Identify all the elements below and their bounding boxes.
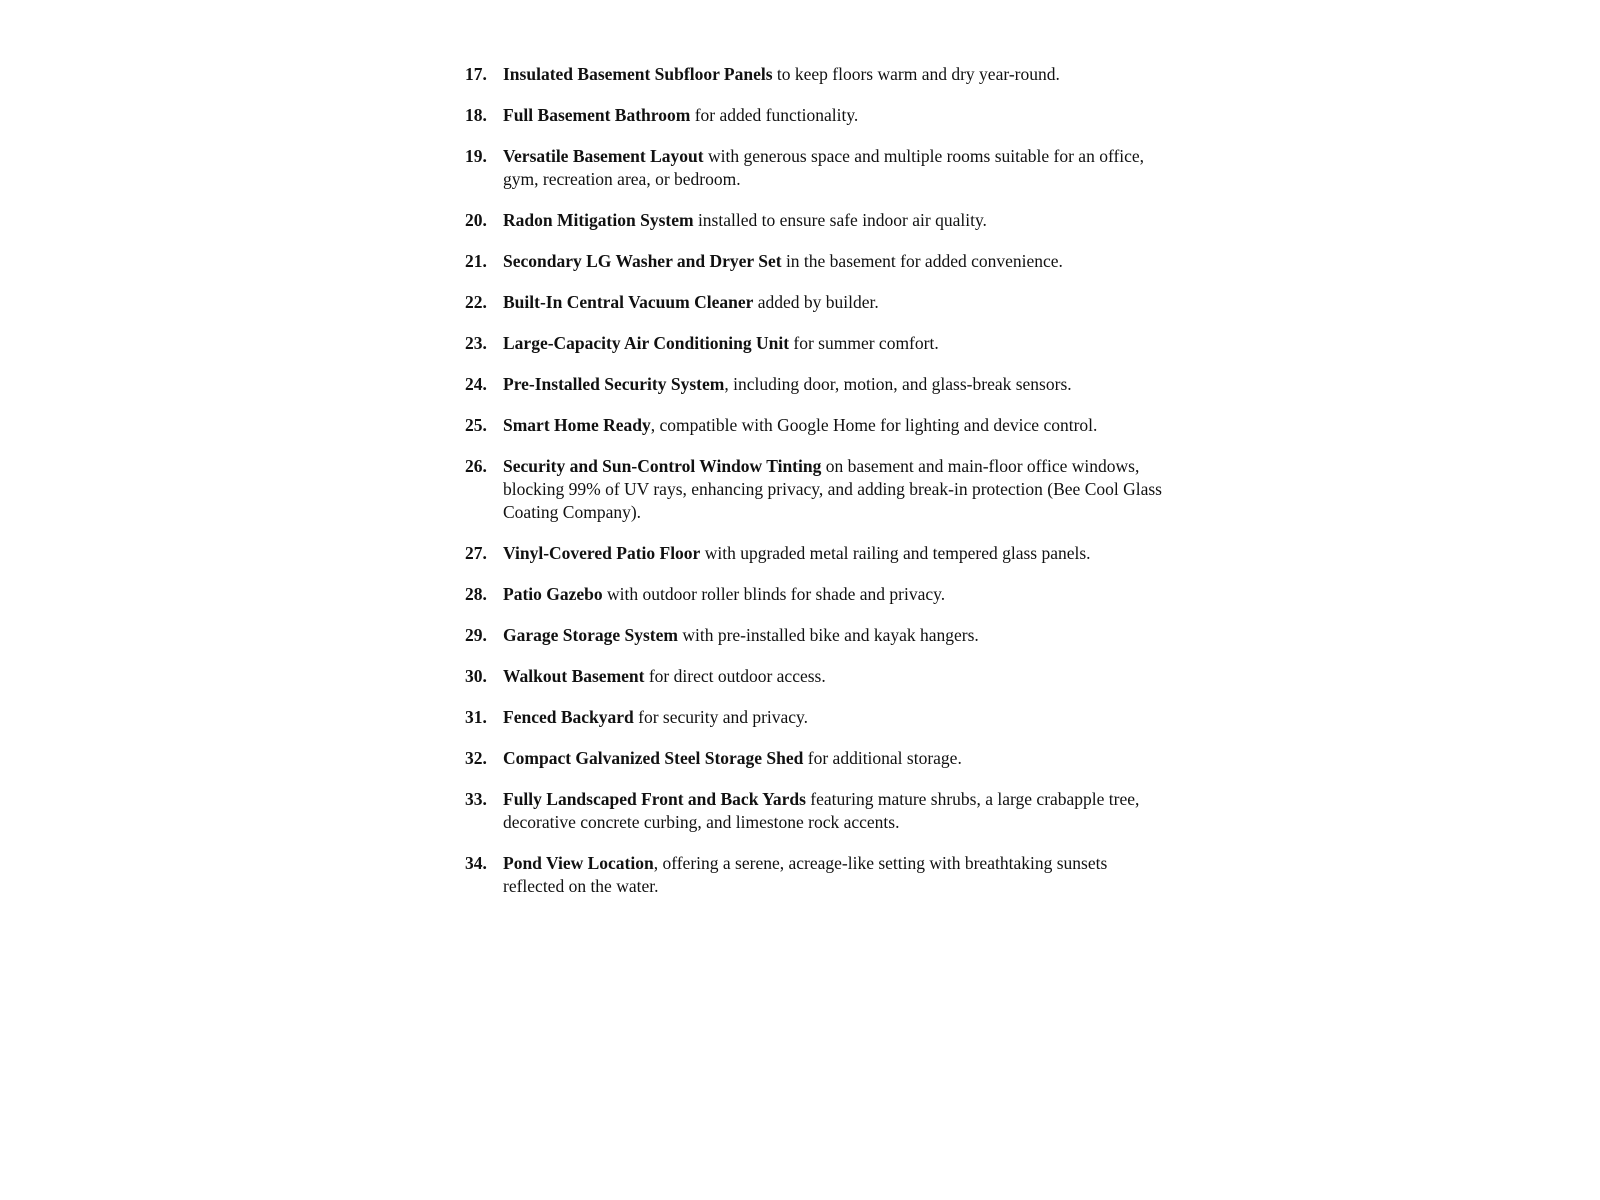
list-item: [465, 583, 1165, 606]
list-item: [465, 414, 1165, 437]
list-item: [465, 788, 1165, 834]
item-text: , offering a serene, acreage-like setting with breathtaking sunsets reflected on the water.: [503, 853, 1108, 896]
item-body: [503, 624, 1165, 647]
item-title: Patio Gazebo: [503, 584, 603, 604]
item-number: 23.: [465, 333, 487, 353]
item-text: to keep floors warm and dry year-round.: [772, 64, 1060, 84]
item-body: [503, 706, 1165, 729]
item-body: [503, 250, 1165, 273]
item-number: 25.: [465, 415, 487, 435]
item-title: Full Basement Bathroom: [503, 105, 691, 125]
item-title: Built-In Central Vacuum Cleaner: [503, 292, 754, 312]
item-text: featuring mature shrubs, a large crabapple tree, decorative concrete curbing, and limestone rock accents.: [503, 789, 1140, 832]
item-number: 31.: [465, 707, 487, 727]
item-text: , compatible with Google Home for lighting and device control.: [650, 415, 1098, 435]
item-text: for security and privacy.: [633, 707, 809, 727]
item-title: Secondary LG Washer and Dryer Set: [503, 251, 782, 271]
list-item: [465, 542, 1165, 565]
item-title: Smart Home Ready: [503, 415, 651, 435]
item-text: with upgraded metal railing and tempered glass panels.: [700, 543, 1091, 563]
item-body: [503, 145, 1165, 191]
item-text: in the basement for added convenience.: [781, 251, 1063, 271]
item-title: Garage Storage System: [503, 625, 678, 645]
item-title: Pre-Installed Security System: [503, 374, 725, 394]
list-item: [465, 291, 1165, 314]
list-item: [465, 852, 1165, 898]
item-text: added by builder.: [753, 292, 879, 312]
item-title: Large-Capacity Air Conditioning Unit: [503, 333, 790, 353]
item-body: [503, 332, 1165, 355]
item-number: 17.: [465, 64, 487, 84]
list-item: [465, 209, 1165, 232]
item-body: [503, 747, 1165, 770]
list-item: [465, 455, 1165, 524]
item-text: installed to ensure safe indoor air quality.: [693, 210, 987, 230]
list-item: [465, 145, 1165, 191]
item-body: [503, 788, 1165, 834]
item-title: Walkout Basement: [503, 666, 645, 686]
item-body: [503, 665, 1165, 688]
item-text: with pre-installed bike and kayak hangers.: [677, 625, 979, 645]
item-number: 18.: [465, 105, 487, 125]
list-item: [465, 624, 1165, 647]
item-title: Fenced Backyard: [503, 707, 634, 727]
item-body: [503, 209, 1165, 232]
item-number: 19.: [465, 146, 487, 166]
item-title: Vinyl-Covered Patio Floor: [503, 543, 701, 563]
item-title: Security and Sun-Control Window Tinting: [503, 456, 822, 476]
item-number: 32.: [465, 748, 487, 768]
list-item: [465, 706, 1165, 729]
item-body: [503, 542, 1165, 565]
item-text: for added functionality.: [690, 105, 859, 125]
item-body: [503, 104, 1165, 127]
item-number: 20.: [465, 210, 487, 230]
item-number: 30.: [465, 666, 487, 686]
item-body: [503, 373, 1165, 396]
item-number: 29.: [465, 625, 487, 645]
item-text: for additional storage.: [803, 748, 962, 768]
item-title: Pond View Location: [503, 853, 654, 873]
item-number: 24.: [465, 374, 487, 394]
item-text: with outdoor roller blinds for shade and privacy.: [602, 584, 946, 604]
item-number: 28.: [465, 584, 487, 604]
item-title: Compact Galvanized Steel Storage Shed: [503, 748, 804, 768]
item-title: Insulated Basement Subfloor Panels: [503, 64, 773, 84]
item-text: , including door, motion, and glass-break sensors.: [724, 374, 1072, 394]
item-number: 34.: [465, 853, 487, 873]
item-body: [503, 583, 1165, 606]
item-number: 22.: [465, 292, 487, 312]
item-body: [503, 455, 1165, 524]
item-title: Versatile Basement Layout: [503, 146, 704, 166]
item-text: for summer comfort.: [789, 333, 939, 353]
item-body: [503, 852, 1165, 898]
item-body: [503, 63, 1165, 86]
item-title: Radon Mitigation System: [503, 210, 694, 230]
list-item: [465, 332, 1165, 355]
item-text: for direct outdoor access.: [644, 666, 826, 686]
item-number: 26.: [465, 456, 487, 476]
list-item: [465, 747, 1165, 770]
item-text: on basement and main-floor office windows, blocking 99% of UV rays, enhancing privacy, and adding break-in protection (Bee Cool Glass Coating Company).: [503, 456, 1162, 522]
item-title: Fully Landscaped Front and Back Yards: [503, 789, 806, 809]
feature-list: [465, 63, 1165, 916]
item-text: with generous space and multiple rooms suitable for an office, gym, recreation area, or bedroom.: [503, 146, 1145, 189]
item-body: [503, 291, 1165, 314]
list-item: [465, 665, 1165, 688]
item-number: 33.: [465, 789, 487, 809]
list-item: [465, 104, 1165, 127]
item-body: [503, 414, 1165, 437]
item-number: 21.: [465, 251, 487, 271]
item-number: 27.: [465, 543, 487, 563]
list-item: [465, 373, 1165, 396]
list-item: [465, 63, 1165, 86]
list-item: [465, 250, 1165, 273]
